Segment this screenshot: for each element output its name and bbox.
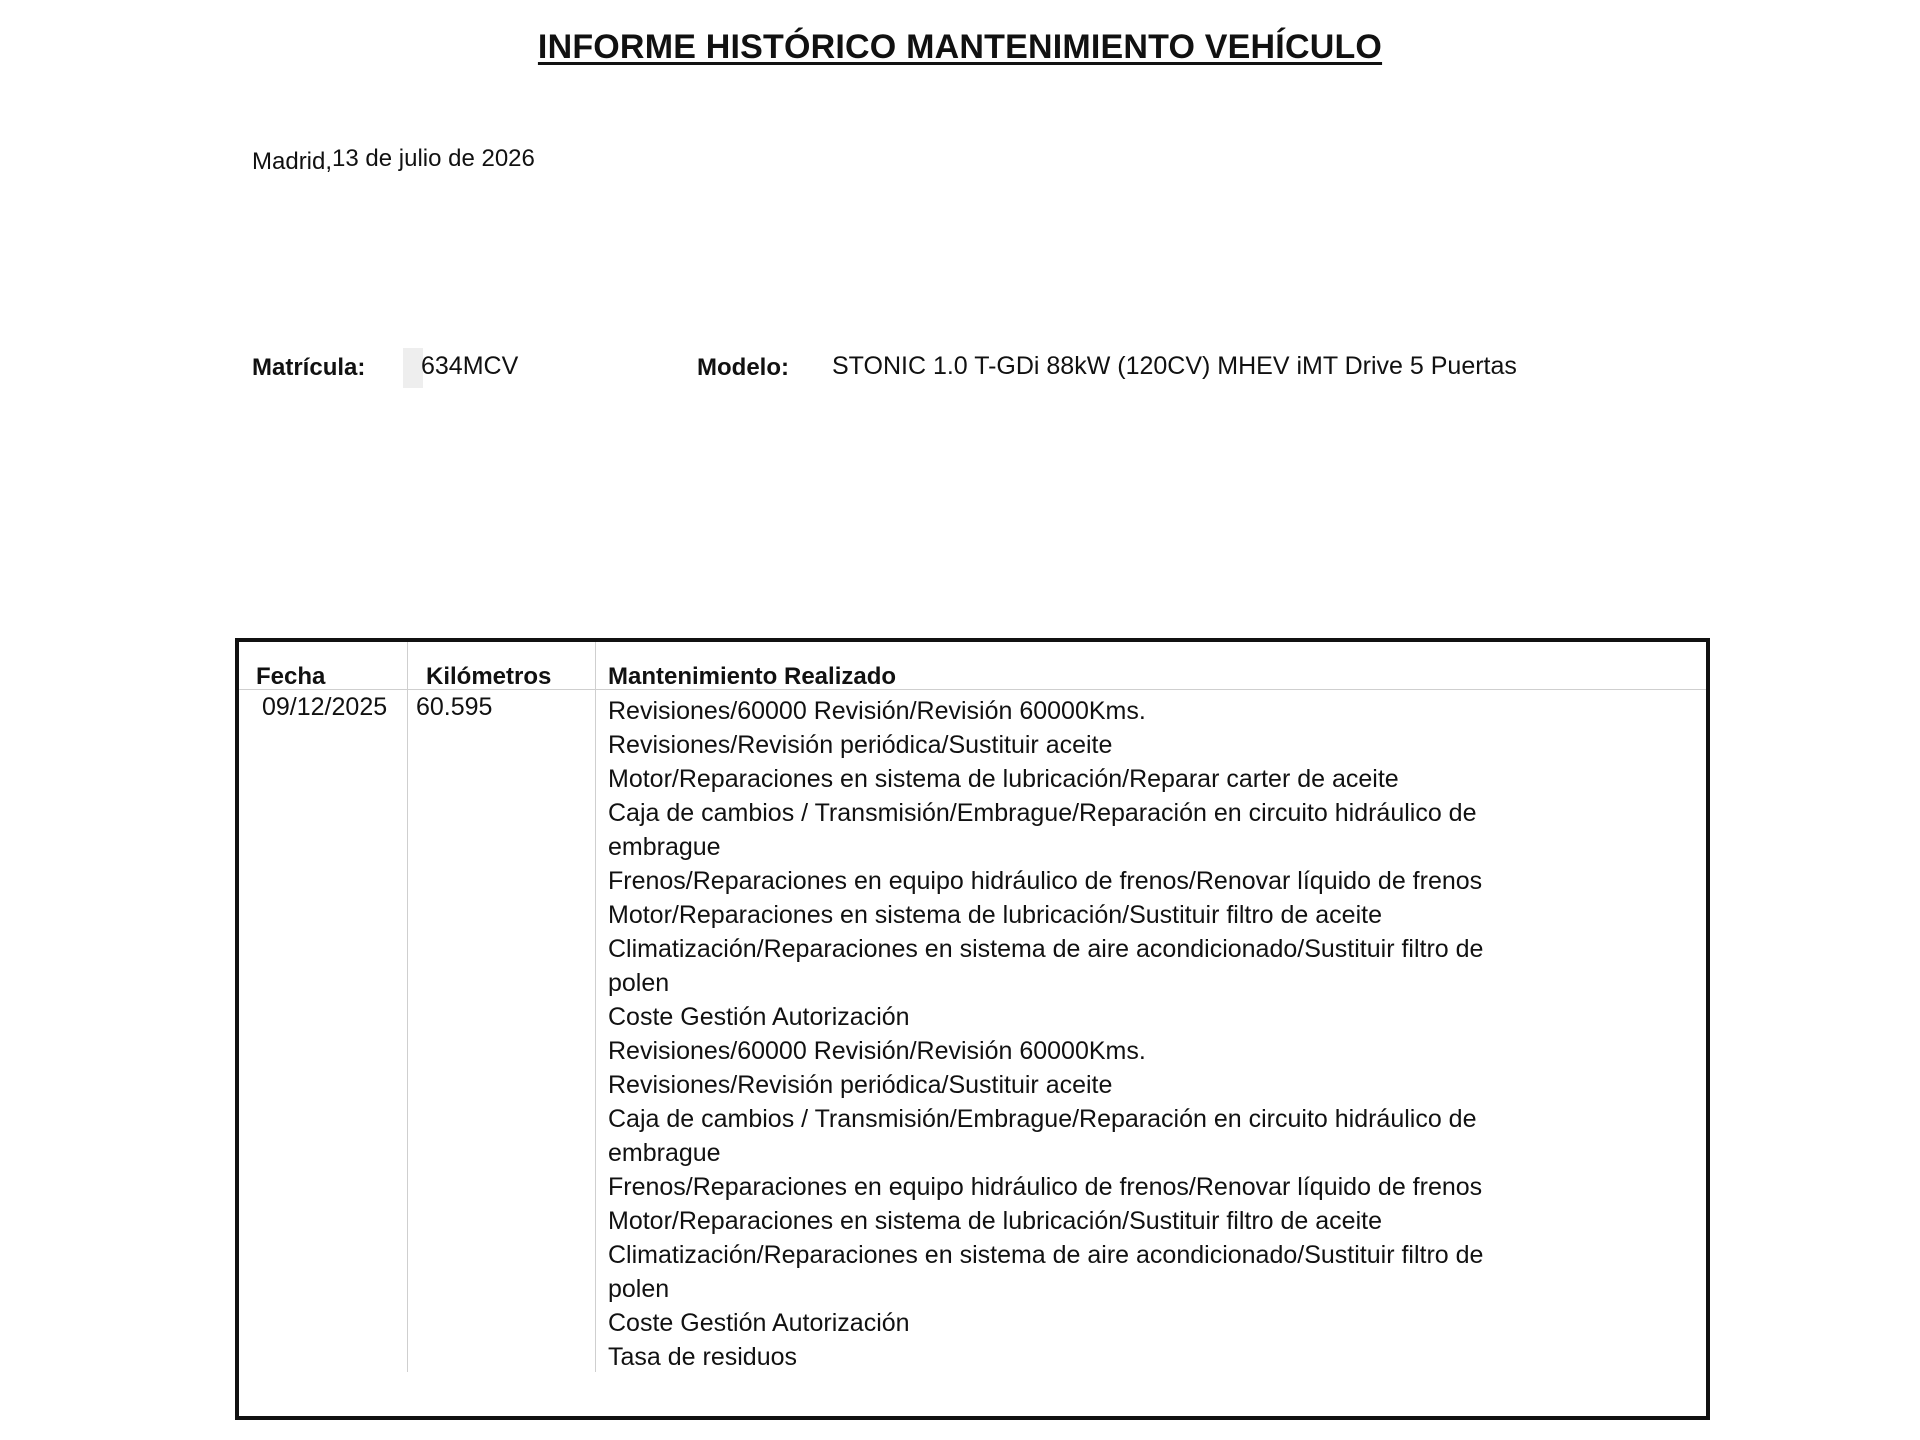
maintenance-line: embrague (608, 1139, 721, 1167)
maintenance-line: Climatización/Reparaciones en sistema de aire acondicionado/Sustituir filtro de (608, 1241, 1484, 1269)
maintenance-line: Revisiones/Revisión periódica/Sustituir aceite (608, 1071, 1113, 1099)
plate-value: 634MCV (421, 352, 519, 380)
maintenance-line: Revisiones/60000 Revisión/Revisión 60000Kms. (608, 697, 1146, 725)
maintenance-line: embrague (608, 833, 721, 861)
place-date (252, 145, 535, 173)
maintenance-line: Motor/Reparaciones en sistema de lubricación/Sustituir filtro de aceite (608, 901, 1382, 929)
maintenance-line: Revisiones/Revisión periódica/Sustituir aceite (608, 731, 1113, 759)
maintenance-line: Climatización/Reparaciones en sistema de aire acondicionado/Sustituir filtro de (608, 935, 1484, 963)
header-work: Mantenimiento Realizado (608, 663, 897, 690)
maintenance-line: Revisiones/60000 Revisión/Revisión 60000Kms. (608, 1037, 1146, 1065)
maintenance-line: Tasa de residuos (608, 1343, 798, 1371)
column-divider-1 (407, 642, 408, 1372)
header-date: Fecha (256, 663, 326, 690)
plate-label: Matrícula: (252, 354, 366, 381)
header-km: Kilómetros (426, 663, 552, 690)
maintenance-line: polen (608, 969, 670, 997)
maintenance-line: Coste Gestión Autorización (608, 1003, 910, 1031)
plate-redaction-mask (403, 348, 423, 388)
row-km: 60.595 (416, 693, 493, 721)
maintenance-line: Caja de cambios / Transmisión/Embrague/Reparación en circuito hidráulico de (608, 1105, 1477, 1133)
model-value: STONIC 1.0 T-GDi 88kW (120CV) MHEV iMT Drive 5 Puertas (832, 352, 1517, 380)
maintenance-list (608, 694, 1508, 1374)
row-date: 09/12/2025 (262, 693, 388, 721)
maintenance-line: Motor/Reparaciones en sistema de lubricación/Reparar carter de aceite (608, 765, 1399, 793)
column-divider-2 (595, 642, 596, 1372)
city: Madrid, (252, 148, 333, 175)
report-title: INFORME HISTÓRICO MANTENIMIENTO VEHÍCULO (537, 28, 1383, 66)
model-label: Modelo: (697, 354, 789, 381)
maintenance-line: polen (608, 1275, 670, 1303)
maintenance-line: Caja de cambios / Transmisión/Embrague/Reparación en circuito hidráulico de (608, 799, 1477, 827)
maintenance-table (235, 638, 1710, 1420)
maintenance-line: Frenos/Reparaciones en equipo hidráulico de frenos/Renovar líquido de frenos (608, 867, 1483, 895)
report-date: 13 de julio de 2026 (332, 145, 535, 172)
maintenance-line: Motor/Reparaciones en sistema de lubricación/Sustituir filtro de aceite (608, 1207, 1382, 1235)
maintenance-line: Coste Gestión Autorización (608, 1309, 910, 1337)
maintenance-line: Frenos/Reparaciones en equipo hidráulico de frenos/Renovar líquido de frenos (608, 1173, 1483, 1201)
